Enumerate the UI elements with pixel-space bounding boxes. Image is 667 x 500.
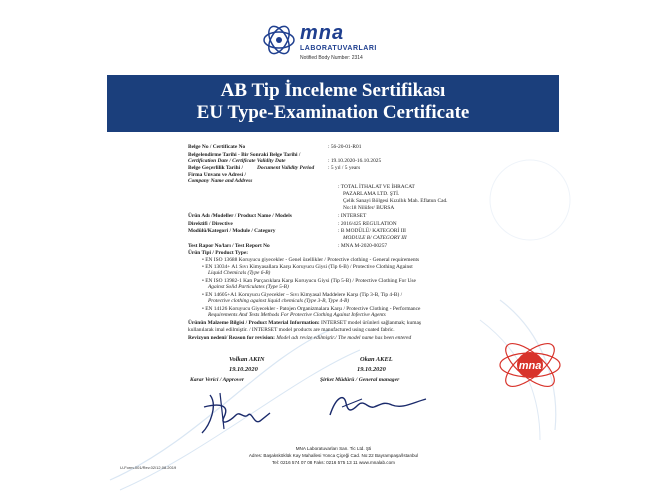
standard-item: • EN ISO 13688 Koruyucu giyecekler - Genel özellikler / Protective clothing - General requirements [202,257,420,263]
manager-role: Şirket Müdürü / General manager [320,377,400,383]
cert-date-label-tr: Belgelendirme Tarihi - Bir Sonraki Belge Tarihi / [188,152,301,158]
company-line-1: : TOTAL İTHALAT VE İHRACAT [338,184,415,190]
standard-item: • EN ISO 13982-1 Katı Parçacıklara Karşı Koruyucu Giysi (Tip 5-B) / Protective Clothing For Use [202,278,416,284]
approver-role: Karar Verici / Approver [190,377,245,383]
module-label: Modülü/Kategori / Module / Category [188,228,276,234]
cert-no-value: : 56-20-01-R01 [328,144,362,150]
product-name-value: : INTERSET [338,213,367,219]
product-type-label: Ürün Tipi / Product Type: [188,250,249,256]
material-info: Ürünün Malzeme Bilgisi / Product Material Information: INTERSET model ürünleri sağlanmak; kumaş [188,320,421,326]
cert-date-value: : 19.10.2020-16.10.2025 [328,158,382,164]
cert-no-label: Belge No / Certificate No [188,144,246,150]
footer-address: Adres: Başaksköklük Kay Mahallesi Yonca Çiçeği Cad. No:22 Bayrampaşa/İstanbul [248,453,419,458]
directive-label: Direktifi / Directive [188,221,233,227]
standard-item: • EN 14605+A1 Koruyucu Giyecekler – Sıvı Kimyasal Maddelere Karşı (Tip 3-B, Tip 4-B) / [202,292,403,298]
standard-item-cont: Liquid Chemicals (Type 6-B) [208,270,271,276]
standard-item: • EN 13034+ A1 Sıvı Kimyasallara Karşı Koruyucu Giysi (Tip 6-B) / Protective Clothing Against [202,264,413,270]
standard-item-cont: Against Solid Particulates (Type 5-B) [208,284,289,290]
form-number: U-Form-001/Rev.02/12.08.2019 [120,465,177,470]
test-report-value: : MNA M-2020-00257 [338,243,388,249]
standard-item-cont: Requirements And Tests Methods For Protective Clothing Against Infective Agents [208,312,386,318]
approver-date: 19.10.2020 [229,366,258,373]
logo-brand: mna [300,22,345,44]
standard-item: • EN 14126 Koruyucu Giyecekler - Patojen Organizmalara Karşı / Protective Clothing - Performance [202,306,421,312]
mna-stamp-icon [490,340,570,390]
company-label-tr: Firma Unvanı ve Adresi / [188,172,246,178]
validity-value: : 5 yıl / 5 years [328,165,361,171]
notified-body-number: Notified Body Number: 2314 [300,55,363,61]
footer-company: MNA Laboratuvarları San. Tic Ltd. Şti [295,446,372,451]
manager-name: Okan AKEL [360,356,393,363]
test-report-label: Test Rapor No/ları / Test Report No [188,243,270,249]
module-value-tr: : B MODÜLÜ/ KATEGORİ III [338,228,406,234]
module-value-en: MODULE B/ CATEGORY III [343,235,407,241]
standard-item-cont: Protective clothing against liquid chemicals (Type 3-B, Type 4-B) [208,298,350,304]
cert-date-label-en: Certification Date / Certificate Validity Date [188,158,286,164]
approver-signature [190,385,285,440]
manager-date: 19.10.2020 [357,366,386,373]
company-label-en: Company Name and Address [188,178,253,184]
material-info-cont: kullanılarak imal edilmiştir. / INTERSET model products are manufactured using coated fabric. [188,327,395,333]
company-line-4: No:18 Nilüfer/ BURSA [343,205,395,211]
revision-info: Revizyon nedeni/ Reason for revision: Model adı revize edilmiştir./ The model name has been entered [188,335,412,341]
approver-name: Volkan AKIN [229,356,265,363]
product-name-label: Ürün Adı /Modeller / Product Name / Models [188,213,292,219]
directive-value: : 2016/425 REGULATION [338,221,397,227]
validity-label-tr: Belge Geçerlilik Tarihi / [188,165,243,171]
title-turkish: AB Tip İnceleme Sertifikası [220,80,446,101]
company-line-2: PAZARLAMA LTD. ŞTİ. [343,191,400,197]
footer-contact: Tel: 0216 574 07 08 Faks: 0216 575 13 11 www.mnalab.com [271,460,395,465]
company-line-3: Çelik Sanayi Bölgesi Kızıllık Mah. Eflatun Cad. [343,198,448,204]
validity-label-en: Document Validity Period [257,165,315,171]
stamp-brand: mna [518,360,542,372]
logo-subtitle: LABORATUVARLARI [300,45,377,52]
manager-signature [322,385,437,425]
title-english: EU Type-Examination Certificate [196,102,470,123]
